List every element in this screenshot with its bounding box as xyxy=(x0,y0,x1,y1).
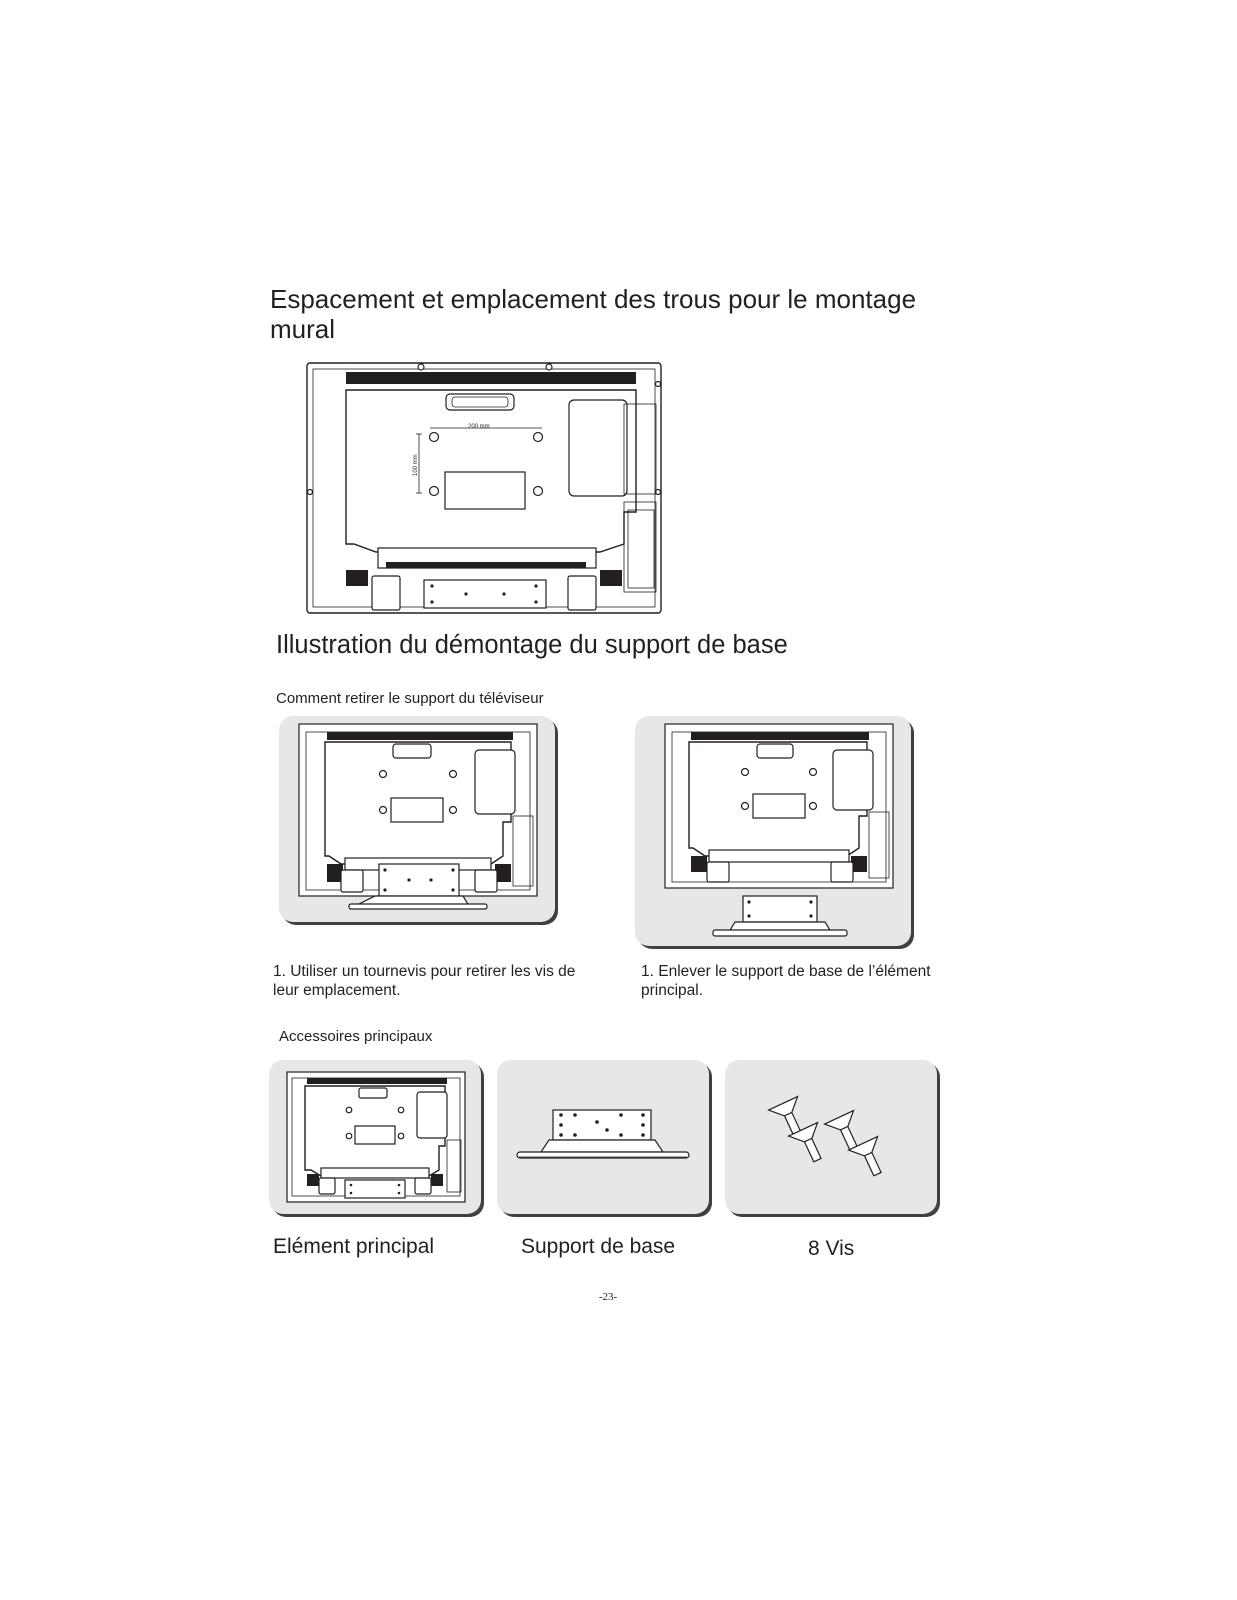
step-2-caption: 1. Enlever le support de base de l’élément principal. xyxy=(641,963,931,999)
step-1-illustration-panel xyxy=(279,716,555,922)
accessory-main-unit-panel xyxy=(269,1060,481,1214)
accessory-label-screws: 8 Vis xyxy=(808,1237,855,1260)
tv-rear-wall-mount-diagram xyxy=(306,362,664,616)
accessory-label-main-unit: Elément principal xyxy=(273,1235,435,1258)
step-2-illustration-panel xyxy=(635,716,911,946)
accessory-base-stand-panel xyxy=(497,1060,709,1214)
stand-removal-subtitle: Comment retirer le support du téléviseur xyxy=(276,690,544,707)
step-1-caption: 1. Utiliser un tournevis pour retirer les vis de leur emplacement. xyxy=(273,963,576,999)
section-title-stand-removal: Illustration du démontage du support de base xyxy=(276,631,788,659)
accessories-heading: Accessoires principaux xyxy=(279,1028,433,1045)
page-number: -23- xyxy=(598,1291,618,1303)
dimension-horizontal: 200 mm xyxy=(468,424,490,430)
section-title-wall-mount: Espacement et emplacement des trous pour le montage mural xyxy=(270,284,917,344)
accessory-label-base-stand: Support de base xyxy=(521,1235,676,1258)
accessory-screws-panel xyxy=(725,1060,937,1214)
dimension-vertical: 100 mm xyxy=(413,454,419,476)
